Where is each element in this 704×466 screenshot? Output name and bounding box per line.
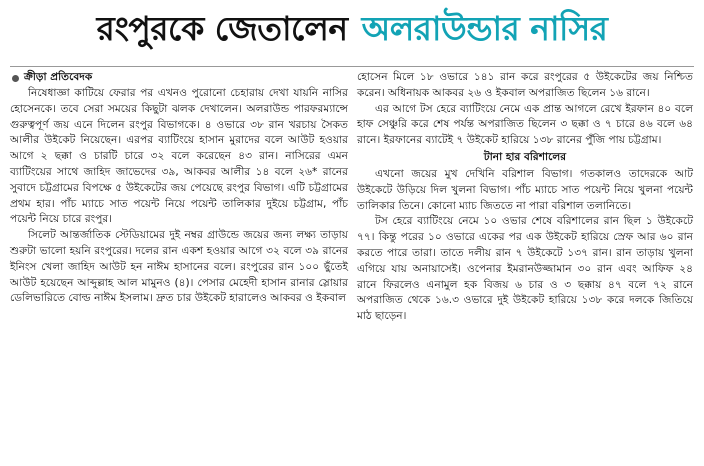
paragraph: নিষেধাজ্ঞা কাটিয়ে ফেরার পর এখনও পুরোনো চেহারায় দেখা যায়নি নাসির হোসেনকে। তবে সেরা সময়ের কিছুটা ঝলক দেখালেন। অলরাউন্ড পারফরম্যান্সে গুরুত্বপূর্ণ জয় এনে দিলেন রংপুর বিভাগকে। ৪ ওভারে ৩৮ রান খরচায় সৈকত আলীর উইকেট নিয়েছেন। এরপর ব্যাটিংয়ে হাসান মুরাদের বলে আউট হওয়ার আগে ২ ছক্কা ও চারটি চারে ৩২ বলে করেছেন ৪৩ রান। নাসিরের এমন ব্যাটিংয়ের সাথে জাহিদ জাভেদের ৩৯, আকবর আলীর ১৪ বলে ২৬* রানের সুবাদে চট্টগ্রামের বিপক্ষে ৫ উইকেটের জয় পেয়েছে রংপুর বিভাগ। এটি চট্টগ্রামের প্রথম হার। পাঁচ ম্যাচে সাত পয়েন্ট নিয়ে পয়েন্ট তালিকার দুইয়ে চট্টগ্রাম, পাঁচ পয়েন্ট নিয়ে চারে রংপুর। xyxy=(10,87,348,226)
paragraph: এখনো জয়ের মুখ দেখিনি বরিশাল বিভাগ। গতকালও তাদেরকে আট উইকেটে উড়িয়ে দিল খুলনা বিভাগ। পাঁচ ম্যাচে সাত পয়েন্ট নিয়ে খুলনা পয়েন্ট তালিকার তিনে। কোনো ম্যাচ জিততে না পারা বরিশাল তলানিতে। xyxy=(357,167,693,212)
paragraph: হোসেন মিলে ১৮ ওভারে ১৪১ রান করে রংপুরের ৫ উইকেটের জয় নিশ্চিত করেন। অধিনায়ক আকবর ২৬ ও ইকবাল অপরাজিত ছিলেন ১৬ রানে। xyxy=(357,71,693,99)
paragraph: এর আগে টস হেরে ব্যাটিংয়ে নেমে এক প্রান্ত আগলে রেখে ইরফান ৪০ বলে হাফ সেঞ্চুরি করে শেষ পর্যন্ত অপরাজিত ছিলেন ৩ ছক্কা ও ৭ চারে ৪৬ বলে ৬৪ রানে। ইরফানের ব্যাটেই ৭ উইকেট হারিয়ে ১৩৮ রানের পুঁজি পায় চট্টগ্রাম। xyxy=(357,102,693,147)
headline-part-1: রংপুরকে জেতালেন xyxy=(96,9,348,48)
byline-text: ক্রীড়া প্রতিবেদক xyxy=(24,71,93,84)
headline xyxy=(0,0,704,62)
bullet-icon xyxy=(12,75,19,82)
headline-part-2: অলরাউন্ডার নাসির xyxy=(361,9,608,48)
paragraph: সিলেট আন্তর্জাতিক স্টেডিয়ামের দুই নম্বর গ্রাউন্ডে জয়ের জন্য লক্ষ্য তাড়ায় শুরুটা ভালো হয়নি রংপুরের। দলের রান একশ হওয়ার আগে ৩২ বলে ৩৯ রানের ইনিংস খেলা জাহিদ আউট হন নাঈম হাসানের বলে। রংপুরের রান ১০০ ছুঁতেই আউট হয়েছেন আব্দুল্লাহ আল মামুনও (৪)। পেসার মেহেদী হাসান রানার স্লোয়ার ডেলিভারিতে বোল্ড নাঈম ইসলাম। দ্রুত চার উইকেট হারালেও আকবর ও ইকবাল xyxy=(10,229,348,305)
article-column-right xyxy=(357,70,693,325)
article-column-left xyxy=(10,70,348,307)
byline xyxy=(10,70,348,86)
headline-divider xyxy=(10,66,694,67)
subheading: টানা হার বরিশালের xyxy=(483,150,567,163)
paragraph: টস হেরে ব্যাটিংয়ে নেমে ১০ ওভার শেষে বরিশালের রান ছিল ১ উইকেটে ৭৭। কিন্তু পরের ১০ ওভারে একের পর এক উইকেট হারিয়ে স্রেফ আর ৬০ রান করতে পারে তারা। তাতে দলীয় রান ৭ উইকেটে ১৩৭ রান। রান তাড়ায় খুলনা এগিয়ে যায় অনায়াসেই। ওপেনার ইমরানউজ্জামান ৩০ রান এবং আফিফ ২৪ রানে ফিরলেও এনামুল হক বিজয় ৬ চার ও ৩ ছক্কায় ৪৭ বলে ৭২ রানে অপরাজিত থেকে ১৬.৩ ওভারে দুই উইকেট হারিয়ে ১৩৮ করে দলকে জিতিয়ে মাঠ ছাড়েন। xyxy=(357,215,693,323)
